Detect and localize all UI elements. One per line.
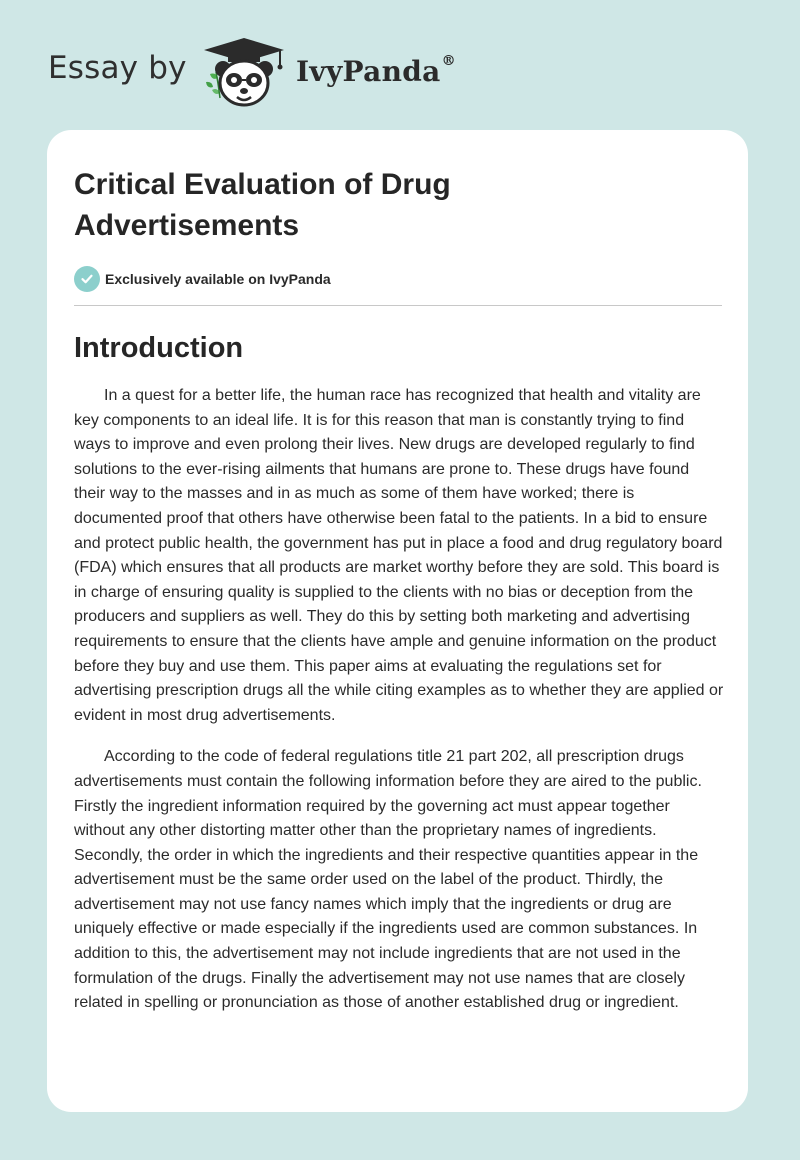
ivy-leaf-icon bbox=[206, 72, 220, 98]
brand-logo-text[interactable] bbox=[296, 55, 456, 88]
registered-mark: ® bbox=[441, 53, 456, 69]
divider bbox=[74, 305, 722, 306]
site-header bbox=[0, 0, 800, 120]
exclusive-badge bbox=[74, 266, 721, 292]
brand-name: IvyPanda bbox=[296, 55, 441, 88]
page-title: Critical Evaluation of Drug Advertisements bbox=[74, 168, 451, 242]
exclusive-label: Exclusively available on IvyPanda bbox=[105, 271, 331, 287]
panda-graduate-icon[interactable] bbox=[200, 36, 292, 110]
section-heading: Introduction bbox=[74, 332, 244, 364]
check-icon bbox=[74, 266, 100, 292]
essay-card bbox=[47, 130, 748, 1112]
paragraph-1: In a quest for a better life, the human race has recognized that health and vitality are key components to an ideal life. It is for this reason that man is constantly trying to find ways to improve and even prolong their lives. New drugs are developed regularly to find solutions to the ever-rising ailments that humans are prone to. These drugs have found their way to the masses and in as much as some of them have worked; there is documented proof that others have otherwise been fatal to the patients. In a bid to ensure and protect public health, the government has put in place a food and drug regulatory board (FDA) which ensures that all products are market worthy before they are sold. This board is in charge of ensuring quality is supplied to the clients with no bias or deception from the producers and suppliers as well. They do this by setting both marketing and advertising requirements to ensure that the clients have ample and genuine information on the product before they buy and use them. This paper aims at evaluating the regulations set for advertising prescription drugs all the while citing examples as to whether they are applied or evident in most drug advertisements. bbox=[74, 387, 724, 724]
essay-by-label: Essay by bbox=[48, 50, 187, 86]
paragraph-2: According to the code of federal regulations title 21 part 202, all prescription drugs advertisements must contain the following information before they are aired to the public. Firstly the ingredient information required by the governing act must appear together without any other distorting matter other than the proprietary names of ingredients. Secondly, the order in which the ingredients and their respective quantities appear in the advertisement must be the same order used on the label of the product. Thirdly, the advertisement may not use fancy names which imply that the ingredients or drug are uniquely effective or made especially if the ingredients used are common substances. In addition to this, the advertisement may not include ingredients that are not used in the formulation of the drugs. Finally the advertisement may not use names that are closely related in spelling or pronunciation as those of another established drug or ingredient. bbox=[74, 748, 702, 1012]
